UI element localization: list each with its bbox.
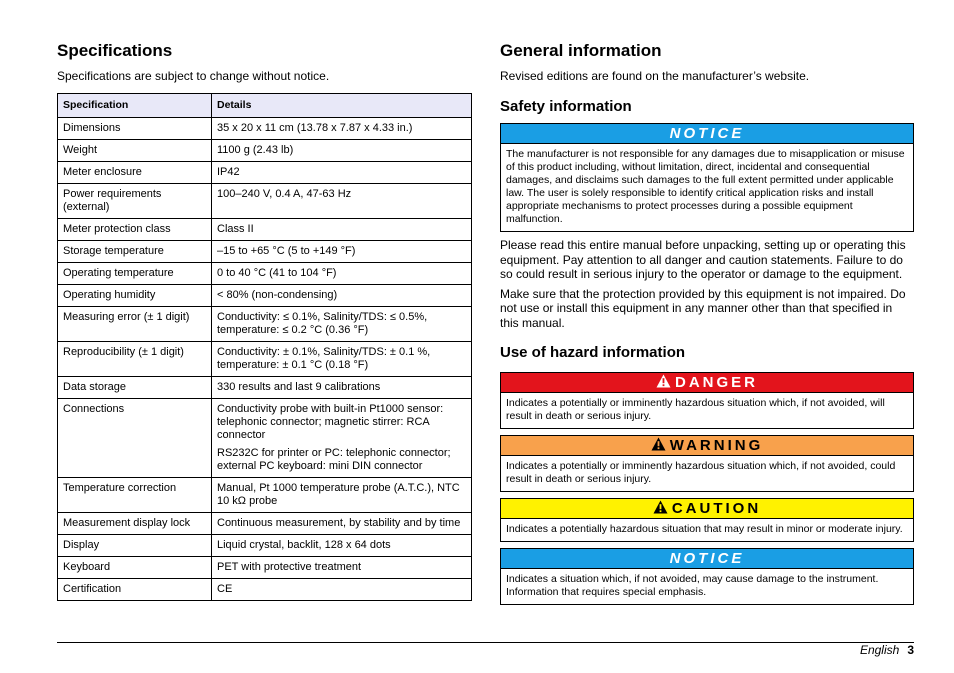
specification-cell: Display (58, 535, 212, 557)
notice-text: Indicates a situation which, if not avoided, may cause damage to the instrument. Information that requires special emphasis. (501, 568, 913, 604)
table-row (58, 342, 472, 377)
table-row (58, 162, 472, 184)
details-cell (212, 118, 472, 140)
column-header-details: Details (212, 94, 472, 118)
table-row (58, 219, 472, 241)
details-text: Liquid crystal, backlit, 128 x 64 dots (217, 539, 391, 551)
table-row (58, 557, 472, 579)
specification-cell: Meter enclosure (58, 162, 212, 184)
details-cell (212, 342, 472, 377)
specifications-table-body (58, 118, 472, 601)
details-text: Conductivity: ≤ 0.1%, Salinity/TDS: ≤ 0.5%, temperature: ≤ 0.2 °C (0.36 °F) (217, 311, 428, 336)
general-information-section (500, 40, 914, 605)
details-cell (212, 399, 472, 478)
details-text: < 80% (non-condensing) (217, 289, 338, 301)
specification-cell: Certification (58, 579, 212, 601)
details-cell (212, 285, 472, 307)
details-text: 100–240 V, 0.4 A, 47-63 Hz (217, 188, 352, 200)
safety-notice-box (500, 123, 914, 232)
specification-cell: Keyboard (58, 557, 212, 579)
specification-cell: Measurement display lock (58, 513, 212, 535)
details-text: CE (217, 583, 233, 595)
details-cell (212, 162, 472, 184)
warning-label: WARNING (669, 437, 764, 454)
details-text: Manual, Pt 1000 temperature probe (A.T.C.), NTC 10 kΩ probe (217, 482, 460, 507)
details-cell (212, 377, 472, 399)
caution-header (501, 499, 913, 518)
danger-label: DANGER (674, 374, 758, 391)
specification-cell: Connections (58, 399, 212, 478)
table-row (58, 140, 472, 162)
footer-divider (57, 642, 914, 643)
danger-header (501, 373, 913, 392)
general-information-intro: Revised editions are found on the manufacturer’s website. (500, 69, 810, 83)
warning-header (501, 436, 913, 455)
specification-cell: Data storage (58, 377, 212, 399)
details-text: Conductivity: ± 0.1%, Salinity/TDS: ± 0.1 %, temperature: ± 0.1 °C (0.18 °F) (217, 346, 431, 371)
page-footer (860, 643, 914, 657)
details-cell (212, 241, 472, 263)
details-text: 35 x 20 x 11 cm (13.78 x 7.87 x 4.33 in.) (217, 122, 413, 134)
caution-label: CAUTION (671, 500, 762, 517)
specification-cell: Meter protection class (58, 219, 212, 241)
table-row (58, 377, 472, 399)
warning-text: Indicates a potentially or imminently hazardous situation which, if not avoided, could result in death or serious injury. (501, 455, 913, 491)
column-header-specification: Specification (58, 94, 212, 118)
details-cell (212, 478, 472, 513)
specification-cell: Operating humidity (58, 285, 212, 307)
details-cell (212, 184, 472, 219)
hazard-information-title: Use of hazard information (500, 344, 686, 361)
specification-cell: Storage temperature (58, 241, 212, 263)
table-row (58, 184, 472, 219)
caution-text: Indicates a potentially hazardous situation that may result in minor or moderate injury. (501, 518, 913, 541)
details-text: Class II (217, 223, 254, 235)
danger-box (500, 372, 914, 429)
general-information-title: General information (500, 41, 662, 60)
details-cell (212, 557, 472, 579)
specification-cell: Measuring error (± 1 digit) (58, 307, 212, 342)
page-number: 3 (907, 643, 914, 657)
details-cell (212, 140, 472, 162)
details-text: PET with protective treatment (217, 561, 362, 573)
details-text: Continuous measurement, by stability and by time (217, 517, 461, 529)
notice-header: NOTICE (501, 549, 913, 568)
specification-cell: Operating temperature (58, 263, 212, 285)
details-cell (212, 513, 472, 535)
table-row (58, 513, 472, 535)
safety-paragraph-protection: Make sure that the protection provided by this equipment is not impaired. Do not use or install this equipment in any manner other than that specified in this manual. (500, 286, 906, 330)
warning-triangle-icon (651, 437, 666, 451)
specifications-intro: Specifications are subject to change without notice. (57, 69, 330, 83)
table-row (58, 263, 472, 285)
specifications-section (57, 40, 472, 601)
specification-cell: Temperature correction (58, 478, 212, 513)
specification-cell: Reproducibility (± 1 digit) (58, 342, 212, 377)
details-text: IP42 (217, 166, 240, 178)
details-text: –15 to +65 °C (5 to +149 °F) (217, 245, 356, 257)
details-text: 330 results and last 9 calibrations (217, 381, 381, 393)
specification-cell: Dimensions (58, 118, 212, 140)
table-row (58, 535, 472, 557)
table-row (58, 579, 472, 601)
safety-information-title: Safety information (500, 98, 632, 115)
safety-paragraph-read-manual: Please read this entire manual before unpacking, setting up or operating this equipment. Pay attention to all danger and caution statements. Failure to do so could result in serious injury to the operator or damage to the equipment. (500, 238, 906, 281)
footer-language: English (859, 643, 900, 657)
notice-text: The manufacturer is not responsible for any damages due to misapplication or misuse of this product including, without limitation, direct, incidental and consequential damages, and disclaims such damages to the full extent permitted under applicable law. The user is solely responsible to identify critical application risks and install appropriate mechanisms to protect processes during a possible equipment malfunction. (501, 143, 913, 231)
details-cell (212, 219, 472, 241)
table-row (58, 478, 472, 513)
specifications-title: Specifications (57, 41, 173, 60)
table-row (58, 241, 472, 263)
details-cell (212, 535, 472, 557)
table-row (58, 307, 472, 342)
details-text: RS232C for printer or PC: telephonic connector; external PC keyboard: mini DIN connector (217, 447, 451, 472)
table-row (58, 285, 472, 307)
details-text: 0 to 40 °C (41 to 104 °F) (217, 267, 337, 279)
notice-box (500, 548, 914, 605)
details-cell (212, 307, 472, 342)
warning-triangle-icon (653, 500, 668, 514)
details-text: Conductivity probe with built-in Pt1000 sensor: telephonic connector; magnetic stirrer: RCA connector (217, 403, 444, 441)
warning-box (500, 435, 914, 492)
details-text: 1100 g (2.43 lb) (217, 144, 294, 156)
warning-triangle-icon (656, 374, 671, 388)
specification-cell: Weight (58, 140, 212, 162)
details-cell (212, 579, 472, 601)
caution-box (500, 498, 914, 542)
table-row (58, 399, 472, 478)
specification-cell: Power requirements (external) (58, 184, 212, 219)
table-row (58, 118, 472, 140)
specifications-table (57, 93, 472, 601)
danger-text: Indicates a potentially or imminently hazardous situation which, if not avoided, will result in death or serious injury. (501, 392, 913, 428)
notice-label: NOTICE (501, 124, 913, 143)
table-header-row (58, 94, 472, 118)
details-cell (212, 263, 472, 285)
